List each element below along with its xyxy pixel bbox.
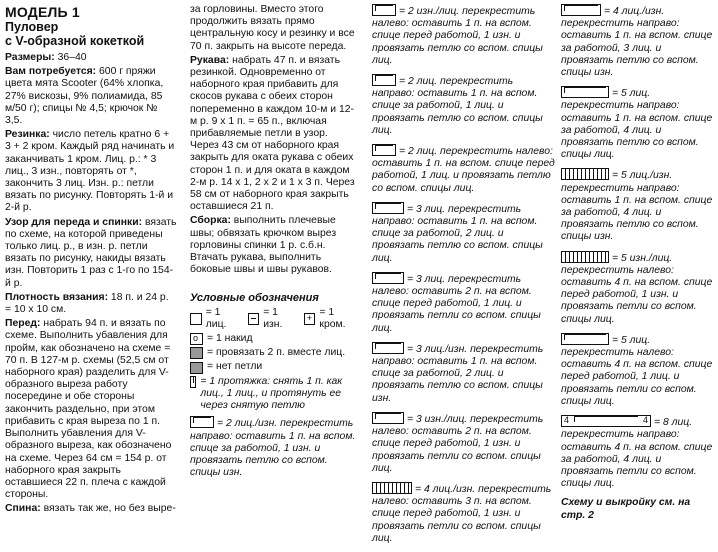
edge-stitch-icon: + — [304, 313, 316, 325]
column-legend-4 — [561, 4, 716, 522]
legend-entry: = 3 лиц. перекрестить налево: оставить 2 п. на вспом. спице перед работой, 1 лиц. и провязать петли со вспом. спицы лиц. — [372, 273, 541, 334]
legend-entry: = 3 лиц./изн. перекрестить направо: оставить 1 п. на вспом. спице за работой, 2 лиц. и провязать петлю со вспом. спицы изн. — [372, 343, 544, 404]
assembly-section: Сборка: выполнить плечевые швы; обвязать крючком вырез горловины спинки 1 р. с.б.н. Втачать рукава, выполнить боковые швы и швы рукавов. — [190, 215, 337, 276]
density-section: Плотность вязания: 18 п. и 24 р. = 10 х 10 см. — [5, 291, 169, 316]
legend-entry: 4 4 = 8 лиц. перекрестить направо: оставить 4 п. на вспом. спице за работой, 4 лиц. и провязать петли со вспом. спицы лиц. — [561, 415, 713, 490]
column-legend-3 — [372, 4, 556, 552]
cross-2-left-purl-icon — [372, 4, 396, 16]
cross-2-right-purl-icon — [190, 416, 214, 428]
front-section: Перед: набрать 94 п. и вязать по схеме. Выполнить убавления для пройм, как обозначено на схеме = 70 п. В 127-м р. схемы (52,5 см от наборного края) разделить для V-образного выреза работу посередине и обе стороны закончить раздельно, при этом прибавить с края выреза по 1 п. Выполнить убавления для V-образного выреза, как обозначено на схеме. Через 64 см = 154 р. от наборного края закрыть оставшиеся 22 п. плеча с каждой стороны. — [5, 318, 172, 501]
legend-entry: = 5 изн./лиц. перекрестить налево: оставить 4 п. на вспом. спице перед работой, 1 изн. и провязать петли со вспом. спицы лиц. — [561, 252, 713, 325]
legend-entry: = 2 лиц. перекрестить налево: оставить 1 п. на вспом. спице перед работой, 1 лиц. и провязать петлю со вспом. спицы лиц. — [372, 146, 555, 194]
decrease-icon — [190, 347, 203, 359]
materials-section: Вам потребуется: 600 г пряжи цвета мята Scooter (64% хлопка, 27% вискозы, 9% полиамида, 85 м/50 г); спицы № 4,5; крючок № 3,5. — [5, 66, 164, 127]
pattern-section: Узор для переда и спинки: вязать по схеме, на которой приведены только лиц. р., в изн. р. петли вязать по рисунку, накиды вязать изн. Повторить 1 раз с 1-го по 154-й р. — [5, 216, 177, 289]
column-instructions — [5, 4, 177, 518]
legend-row-dec: = провязать 2 п. вместе лиц. — [190, 347, 358, 359]
knit-stitch-icon — [190, 313, 202, 325]
cross-3-left-icon — [372, 272, 404, 284]
legend-row-basic: = 1 лиц. = 1 изн. + = 1 кром. — [190, 307, 358, 331]
purl-stitch-icon — [248, 313, 260, 325]
legend-entry: = 4 лиц./изн. перекрестить налево: оставить 3 п. на вспом. спице перед работой, 1 изн. и провязать петли со вспом. спицы лиц. — [372, 483, 552, 544]
legend-row-none: = нет петли — [190, 361, 358, 373]
column-instructions-2 — [190, 4, 358, 486]
legend-entry: = 2 лиц. перекрестить направо: оставить 1 п. на вспом. спице за работой, 1 лиц. и провязать петлю со вспом. спицы лиц. — [372, 76, 543, 136]
model-subtitle: Пуловер с V-образной кокеткой — [5, 20, 145, 48]
model-title: МОДЕЛЬ 1 — [5, 4, 80, 20]
cross-3-right-purl-icon — [372, 342, 404, 354]
legend-row-slip: = 1 протяжка: снять 1 п. как лиц., 1 лиц., и протянуть ее через снятую петлю — [190, 376, 358, 413]
legend-cross-2-right-purl: = 2 лиц./изн. перекрестить направо: оставить 1 п. на вспом. спице за работой, 1 изн. и провязать петлю со вспом. спицы изн. — [190, 418, 356, 479]
slip-stitch-icon — [190, 376, 196, 388]
legend-entry: = 3 изн./лиц. перекрестить налево: оставить 2 п. на вспом. спице перед работой, 1 изн. и провязать петли со вспом. спицы лиц. — [372, 413, 544, 474]
legend-entry: = 5 лиц. перекрестить направо: оставить 1 п. на вспом. спице за работой, 4 лиц. и провязать петлю со вспом. спицы лиц. — [561, 88, 713, 161]
legend-entry: = 2 изн./лиц. перекрестить налево: оставить 1 п. на вспом. спице перед работой, 1 изн. и провязать петлю со вспом. спицы лиц. — [372, 6, 543, 66]
cross-5-right-icon — [561, 86, 609, 98]
cross-4-right-purl-icon — [561, 4, 601, 16]
footer-note: Схему и выкройку см. на стр. 2 — [561, 497, 691, 521]
no-stitch-icon — [190, 362, 203, 374]
legend-entry: = 3 лиц. перекрестить направо: оставить 1 п. на вспом. спице за работой, 2 лиц. и провязать петлю со вспом. спицы лиц. — [372, 203, 543, 264]
legend-entry: = 4 лиц./изн. перекрестить направо: оставить 1 п. на вспом. спице за работой, 3 лиц. и провязать петлю со вспом. спицы изн. — [561, 6, 713, 79]
cross-3-left-purl-icon — [372, 412, 404, 424]
cross-5-left-purl-icon — [561, 251, 609, 263]
legend-row-yo: o = 1 накид — [190, 333, 358, 345]
cross-8-right-icon: 4 4 — [561, 415, 651, 427]
yarn-over-icon: o — [190, 333, 203, 345]
legend-title: Условные обозначения — [190, 292, 319, 305]
elastic-section: Резинка: число петель кратно 6 + 3 + 2 кром. Каждый ряд начинать и заканчивать 1 кром. Лиц. р.: * 3 лиц., 3 изн., повторять от *, закончить 3 лиц. Изн. р.: петли вязать по рисунку. Повторять 1-й и 2-й р. — [5, 129, 175, 214]
legend-entry: = 5 лиц. перекрестить налево: оставить 4 п. на вспом. спице перед работой, 1 лиц. и провязать петли со вспом. спицы лиц. — [561, 334, 713, 407]
sleeves-section: Рукава: набрать 47 п. и вязать резинкой. Одновременно от наборного края прибавить для скосов рукава с обеих сторон попеременно в каждом 10-м и 12-м р. 9 х 1 п. = 65 п., включая прибавляемые петли в узор. Через 43 см от наборного края закрыть для оката рукава с обеих сторон 1 п. и для оката в каждом 2-м р. 14 х 1, 2 х 2 и 1 х 3 п. Через 58 см от наборного края закрыть оставшиеся 21 п. — [190, 54, 355, 213]
sizes-section: Размеры: 36–40 — [5, 52, 87, 63]
legend-entry: = 5 лиц./изн. перекрестить направо: оставить 1 п. на вспом. спице за работой, 4 лиц. и провязать петлю со вспом. спицы изн. — [561, 170, 713, 243]
cross-2-left-icon — [372, 144, 396, 156]
cross-3-right-icon — [372, 202, 404, 214]
cross-4-left-purl-icon — [372, 482, 412, 494]
cross-2-right-icon — [372, 74, 396, 86]
back-section: Спина: вязать так же, но без выре- — [5, 503, 176, 515]
neck-continuation: за горловины. Вместо этого продолжить вязать прямо центральную косу и резинку и все 70 п. закрыть на высоте переда. — [190, 4, 355, 52]
cross-5-right-purl-icon — [561, 168, 609, 180]
cross-5-left-icon — [561, 333, 609, 345]
